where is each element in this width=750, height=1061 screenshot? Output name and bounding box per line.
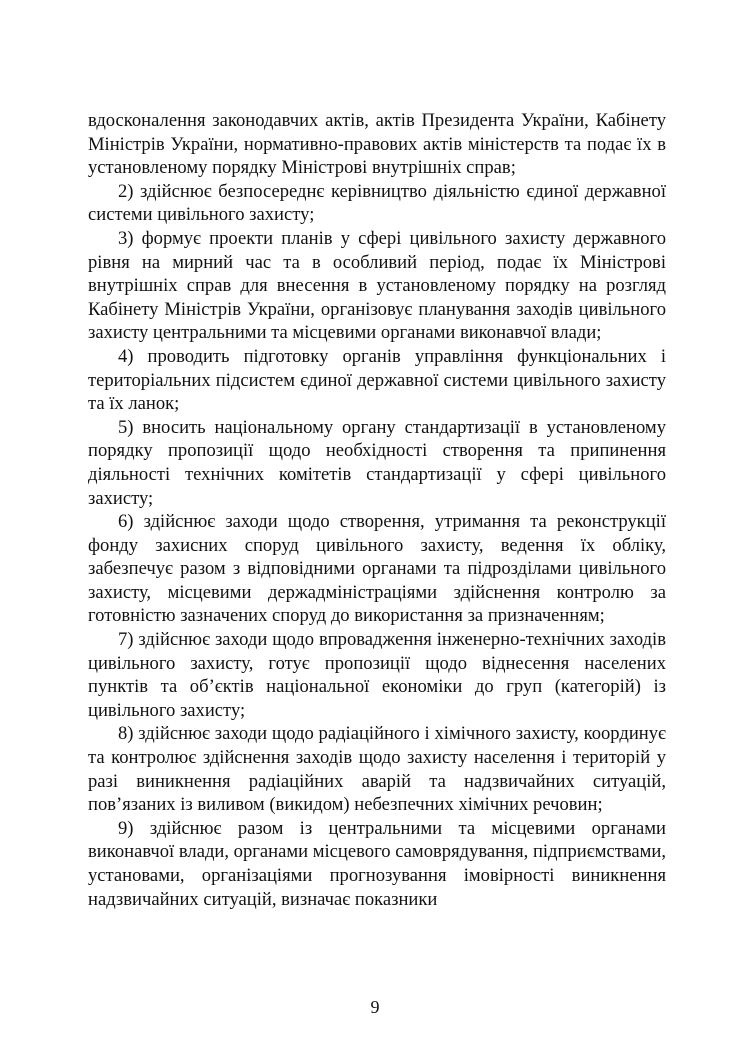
paragraph-intro: вдосконалення законодавчих актів, актів Президента України, Кабінету Міністрів України, нормативно-правових актів міністерств та подає їх в установленому порядку Міністрові внутрішніх справ;	[88, 110, 666, 179]
paragraph-item-5: 5) вносить національному органу стандартизації в установленому порядку пропозиції щодо необхідності створення та припинення діяльності технічних комітетів стандартизації у сфері цивільного захисту;	[88, 416, 666, 509]
paragraph-item-2: 2) здійснює безпосереднє керівництво діяльністю єдиної державної системи цивільного захисту;	[88, 180, 666, 226]
paragraph-item-9: 9) здійснює разом із центральними та місцевими органами виконавчої влади, органами місцевого самоврядування, підприємствами, установами, організаціями прогнозування імовірності виникнення надзвичайних ситуацій, визначає показники	[88, 817, 666, 910]
paragraph-item-4: 4) проводить підготовку органів управління функціональних і територіальних підсистем єдиної державної системи цивільного захисту та їх ланок;	[88, 345, 666, 415]
page-number: 9	[370, 997, 380, 1017]
body-text	[88, 109, 666, 911]
paragraph-item-8: 8) здійснює заходи щодо радіаційного і хімічного захисту, координує та контролює здійснення заходів щодо захисту населення і територій у разі виникнення радіаційних аварій та надзвичайних ситуацій, пов’язаних із виливом (викидом) небезпечних хімічних речовин;	[88, 723, 666, 816]
paragraph-item-6: 6) здійснює заходи щодо створення, утримання та реконструкції фонду захисних споруд цивільного захисту, ведення їх обліку, забезпечує разом з відповідними органами та підрозділами цивільного захисту, місцевими держадміністраціями здійснення контролю за готовністю зазначених споруд до використання за призначенням;	[88, 511, 666, 627]
paragraph-item-3: 3) формує проекти планів у сфері цивільного захисту державного рівня на мирний час та в особливий період, подає їх Міністрові внутрішніх справ для внесення в установленому порядку на розгляд Кабінету Міністрів України, організовує планування заходів цивільного захисту центральними та місцевими органами виконавчої влади;	[88, 227, 666, 344]
paragraph-item-7: 7) здійснює заходи щодо впровадження інженерно-технічних заходів цивільного захисту, готує пропозиції щодо віднесення населених пунктів та об’єктів національної економіки до груп (категорій) із цивільного захисту;	[88, 629, 666, 721]
